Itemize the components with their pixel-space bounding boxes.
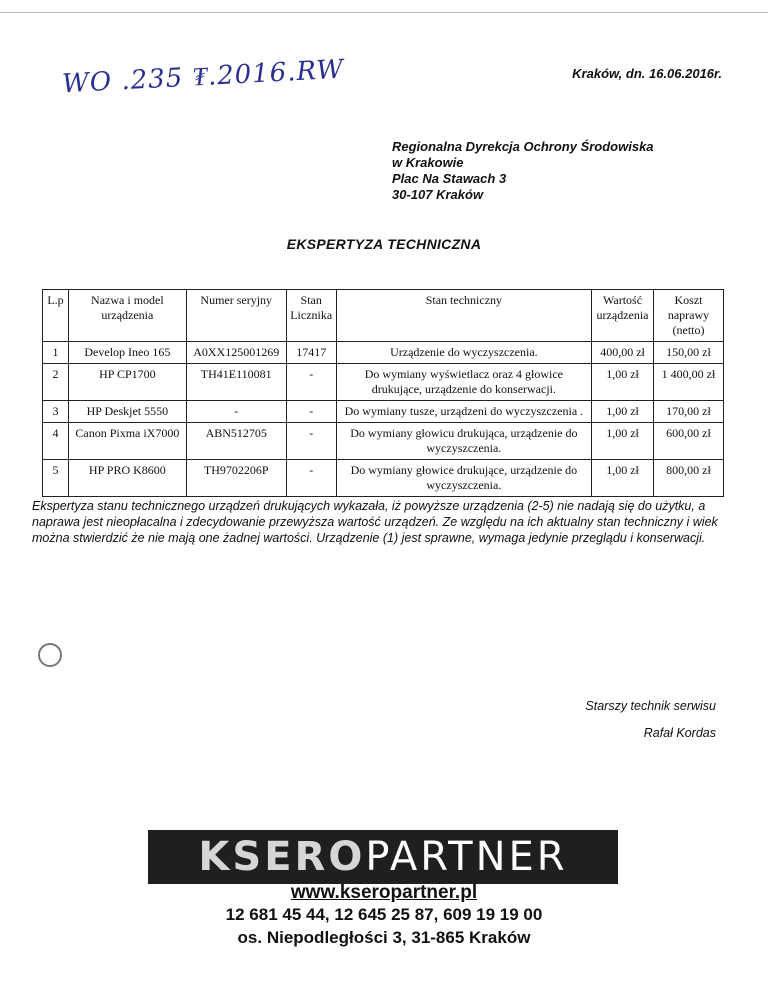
cell-condition: Do wymiany głowicu drukująca, urządzenie do wyczyszczenia.	[336, 423, 591, 460]
company-logo	[148, 830, 618, 884]
col-header-cost: Koszt naprawy (netto)	[654, 290, 724, 342]
cell-serial: TH9702206P	[186, 460, 286, 497]
expertise-table	[42, 289, 724, 497]
cell-name: HP Deskjet 5550	[68, 401, 186, 423]
recipient-line: Regionalna Dyrekcja Ochrony Środowiska	[392, 139, 654, 154]
cell-cost: 800,00 zł	[654, 460, 724, 497]
recipient-line: w Krakowie	[392, 155, 464, 170]
cell-condition: Do wymiany tusze, urządzeni do wyczyszczenia .	[336, 401, 591, 423]
col-header-name: Nazwa i model urządzenia	[68, 290, 186, 342]
cell-value: 1,00 zł	[592, 364, 654, 401]
logo-text-part1: KSERO	[198, 834, 366, 880]
cell-lp: 3	[43, 401, 69, 423]
cell-cost: 1 400,00 zł	[654, 364, 724, 401]
col-header-value: Wartość urządzenia	[592, 290, 654, 342]
cell-counter: -	[286, 364, 336, 401]
handwritten-reference: WO .235 ₮.2016.RW	[61, 54, 345, 100]
cell-serial: A0XX125001269	[186, 342, 286, 364]
cell-lp: 5	[43, 460, 69, 497]
table-row	[43, 364, 724, 401]
col-header-lp: L.p	[43, 290, 69, 342]
cell-name: Canon Pixma iX7000	[68, 423, 186, 460]
recipient-line: Plac Na Stawach 3	[392, 171, 507, 186]
cell-condition: Urządzenie do wyczyszczenia.	[336, 342, 591, 364]
logo-text-part2: PARTNER	[365, 834, 568, 880]
cell-value: 1,00 zł	[592, 460, 654, 497]
cell-name: HP CP1700	[68, 364, 186, 401]
cell-counter: -	[286, 423, 336, 460]
hole-punch-mark	[38, 643, 62, 667]
signature-name: Rafał Kordas	[643, 726, 716, 740]
cell-serial: TH41E110081	[186, 364, 286, 401]
cell-counter: -	[286, 460, 336, 497]
cell-name: HP PRO K8600	[68, 460, 186, 497]
recipient-address	[392, 139, 654, 203]
col-header-serial: Numer seryjny	[186, 290, 286, 342]
cell-condition: Do wymiany wyświetlacz oraz 4 głowice drukujące, urządzenie do konserwacji.	[336, 364, 591, 401]
company-address: os. Niepodległości 3, 31-865 Kraków	[237, 928, 531, 947]
cell-condition: Do wymiany głowice drukujące, urządzenie do wyczyszczenia.	[336, 460, 591, 497]
cell-value: 1,00 zł	[592, 423, 654, 460]
cell-lp: 1	[43, 342, 69, 364]
cell-name: Develop Ineo 165	[68, 342, 186, 364]
document-date: Kraków, dn. 16.06.2016r.	[572, 66, 722, 81]
expertise-summary: Ekspertyza stanu technicznego urządzeń drukujących wykazała, iż powyższe urządzenia (2-5) nie nadają się do użytku, a naprawa jest nieopłacalna i zdecydowanie przewyższa wartość urządzeń. Ze względu na ich aktualny stan techniczny i wiek można stwierdzić że nie mają one żadnej wartości. Urządzenie (1) jest sprawne, wymaga jedynie przeglądu i konserwacji.	[32, 499, 718, 545]
cell-counter: 17417	[286, 342, 336, 364]
cell-counter: -	[286, 401, 336, 423]
company-website: www.kseropartner.pl	[290, 882, 478, 903]
cell-lp: 2	[43, 364, 69, 401]
cell-value: 1,00 zł	[592, 401, 654, 423]
scan-top-border	[0, 12, 768, 19]
document-title: EKSPERTYZA TECHNICZNA	[286, 236, 482, 252]
col-header-counter: Stan Licznika	[286, 290, 336, 342]
cell-lp: 4	[43, 423, 69, 460]
col-header-condition: Stan techniczny	[336, 290, 591, 342]
company-phones: 12 681 45 44, 12 645 25 87, 609 19 19 00	[225, 905, 543, 924]
signature-role: Starszy technik serwisu	[585, 699, 716, 713]
cell-cost: 600,00 zł	[654, 423, 724, 460]
table-row	[43, 423, 724, 460]
table-header-row	[43, 290, 724, 342]
table-row	[43, 401, 724, 423]
table-row	[43, 460, 724, 497]
cell-serial: -	[186, 401, 286, 423]
cell-cost: 170,00 zł	[654, 401, 724, 423]
recipient-line: 30-107 Kraków	[392, 187, 484, 202]
cell-cost: 150,00 zł	[654, 342, 724, 364]
cell-serial: ABN512705	[186, 423, 286, 460]
table-row	[43, 342, 724, 364]
cell-value: 400,00 zł	[592, 342, 654, 364]
